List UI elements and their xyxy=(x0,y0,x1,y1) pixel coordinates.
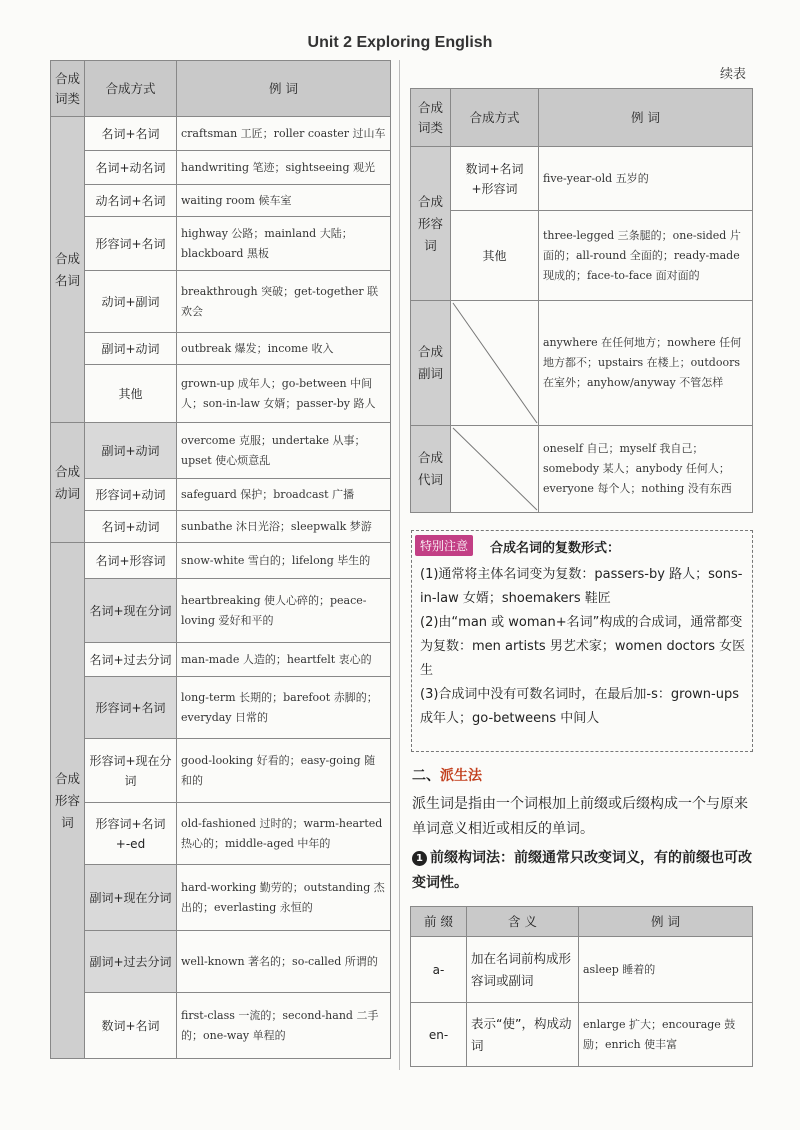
header-category: 合成词类 xyxy=(411,89,451,147)
example-cell: highway 公路；mainland 大陆；blackboard 黑板 xyxy=(177,217,391,271)
example-cell: old-fashioned 过时的；warm-hearted 热心的；middle-aged 中年的 xyxy=(177,803,391,865)
empty-method-cell xyxy=(451,426,539,513)
method-cell: 名词+现在分词 xyxy=(85,579,177,643)
meaning-cell: 表示“使”，构成动词 xyxy=(467,1003,579,1067)
diagonal-line xyxy=(451,426,539,512)
method-cell: 形容词+动词 xyxy=(85,479,177,511)
category-cell: 合成副词 xyxy=(411,301,451,426)
header-meaning: 含 义 xyxy=(467,907,579,937)
diagonal-line xyxy=(451,301,539,425)
compound-words-table xyxy=(50,60,391,1059)
method-cell: 动词+副词 xyxy=(85,271,177,333)
example-cell: three-legged 三条腿的；one-sided 片面的；all-round 全面的；ready-made 现成的；face-to-face 面对面的 xyxy=(539,211,753,301)
header-category: 合成词类 xyxy=(51,61,85,117)
example-cell: anywhere 在任何地方；nowhere 任何地方都不；upstairs 在楼上；outdoors 在室外；anyhow/anyway 不管怎样 xyxy=(539,301,753,426)
section-paragraph: 派生词是指由一个词根加上前缀或后缀构成一个与原来单词意义相近或相反的单词。 xyxy=(412,796,748,837)
method-cell: 其他 xyxy=(85,365,177,423)
empty-method-cell xyxy=(451,301,539,426)
example-cell: waiting room 候车室 xyxy=(177,185,391,217)
example-cell: overcome 克服；undertake 从事；upset 使心烦意乱 xyxy=(177,423,391,479)
category-cell: 合成形容词 xyxy=(51,543,85,1059)
example-cell: handwriting 笔迹；sightseeing 观光 xyxy=(177,151,391,185)
example-cell: man-made 人造的；heartfelt 衷心的 xyxy=(177,643,391,677)
category-cell: 合成动词 xyxy=(51,423,85,543)
example-cell: safeguard 保护；broadcast 广播 xyxy=(177,479,391,511)
section-title: 派生法 xyxy=(440,768,482,784)
method-cell: 形容词+名词 xyxy=(85,677,177,739)
example-cell: sunbathe 沐日光浴；sleepwalk 梦游 xyxy=(177,511,391,543)
column-divider xyxy=(399,60,400,1070)
page-header: Unit 2 Exploring English xyxy=(307,34,493,51)
category-cell: 合成形容词 xyxy=(411,147,451,301)
method-cell: 数词+名词 xyxy=(85,993,177,1059)
note-body xyxy=(420,563,746,731)
note-item: (2)由“man 或 woman+名词”构成的合成词，通常都变为复数：men artists 男艺术家；women doctors 女医生 xyxy=(420,615,746,678)
method-cell: 形容词+名词+-ed xyxy=(85,803,177,865)
point-text: 前缀构词法：前缀通常只改变词义，有的前缀也可改变词性。 xyxy=(412,850,752,891)
header-example: 例 词 xyxy=(579,907,753,937)
example-cell: five-year-old 五岁的 xyxy=(539,147,753,211)
method-cell: 动名词+名词 xyxy=(85,185,177,217)
example-cell: snow-white 雪白的；lifelong 毕生的 xyxy=(177,543,391,579)
section-number: 二、 xyxy=(412,768,440,784)
example-cell: breakthrough 突破；get-together 联欢会 xyxy=(177,271,391,333)
example-cell: first-class 一流的；second-hand 二手的；one-way 单程的 xyxy=(177,993,391,1059)
category-cell: 合成名词 xyxy=(51,117,85,423)
method-cell: 名词+形容词 xyxy=(85,543,177,579)
method-cell: 副词+过去分词 xyxy=(85,931,177,993)
example-cell: heartbreaking 使人心碎的；peace-loving 爱好和平的 xyxy=(177,579,391,643)
method-cell: 副词+动词 xyxy=(85,423,177,479)
header-method: 合成方式 xyxy=(451,89,539,147)
note-item: (3)合成词中没有可数名词时，在最后加-s：grown-ups 成年人；go-betweens 中间人 xyxy=(420,687,739,726)
header-method: 合成方式 xyxy=(85,61,177,117)
method-cell: 名词+动名词 xyxy=(85,151,177,185)
method-cell: 副词+动词 xyxy=(85,333,177,365)
example-cell: grown-up 成年人；go-between 中间人；son-in-law 女婿；passer-by 路人 xyxy=(177,365,391,423)
method-cell: 名词+动词 xyxy=(85,511,177,543)
note-item: (1)通常将主体名词变为复数：passers-by 路人；sons-in-law 女婿；shoemakers 鞋匠 xyxy=(420,567,743,606)
method-cell: 副词+现在分词 xyxy=(85,865,177,931)
prefix-point xyxy=(412,846,752,896)
header-prefix: 前 缀 xyxy=(411,907,467,937)
example-cell: oneself 自己；myself 我自己；somebody 某人；anybody 任何人；everyone 每个人；nothing 没有东西 xyxy=(539,426,753,513)
header-example: 例 词 xyxy=(539,89,753,147)
prefix-cell: en- xyxy=(411,1003,467,1067)
meaning-cell: 加在名词前构成形容词或副词 xyxy=(467,937,579,1003)
point-number: 1 xyxy=(412,851,427,866)
continued-label: 续表 xyxy=(720,67,747,82)
example-cell: hard-working 勤劳的；outstanding 杰出的；everlasting 永恒的 xyxy=(177,865,391,931)
example-cell: good-looking 好看的；easy-going 随和的 xyxy=(177,739,391,803)
method-cell: 形容词+名词 xyxy=(85,217,177,271)
prefix-cell: a- xyxy=(411,937,467,1003)
compound-words-table-continued xyxy=(410,88,753,513)
example-cell: outbreak 爆发；income 收入 xyxy=(177,333,391,365)
note-badge: 特别注意 xyxy=(415,535,473,556)
note-title: 合成名词的复数形式： xyxy=(490,541,621,556)
method-cell: 其他 xyxy=(451,211,539,301)
prefix-table xyxy=(410,906,753,1067)
method-cell: 名词+过去分词 xyxy=(85,643,177,677)
method-cell: 名词+名词 xyxy=(85,117,177,151)
example-cell: well-known 著名的；so-called 所谓的 xyxy=(177,931,391,993)
special-note-box xyxy=(411,530,753,752)
category-cell: 合成代词 xyxy=(411,426,451,513)
method-cell: 数词+名词+形容词 xyxy=(451,147,539,211)
example-cell: enlarge 扩大；encourage 鼓励；enrich 使丰富 xyxy=(579,1003,753,1067)
example-cell: long-term 长期的；barefoot 赤脚的；everyday 日常的 xyxy=(177,677,391,739)
header-example: 例 词 xyxy=(177,61,391,117)
example-cell: asleep 睡着的 xyxy=(579,937,753,1003)
method-cell: 形容词+现在分词 xyxy=(85,739,177,803)
example-cell: craftsman 工匠；roller coaster 过山车 xyxy=(177,117,391,151)
section-heading xyxy=(412,765,482,785)
